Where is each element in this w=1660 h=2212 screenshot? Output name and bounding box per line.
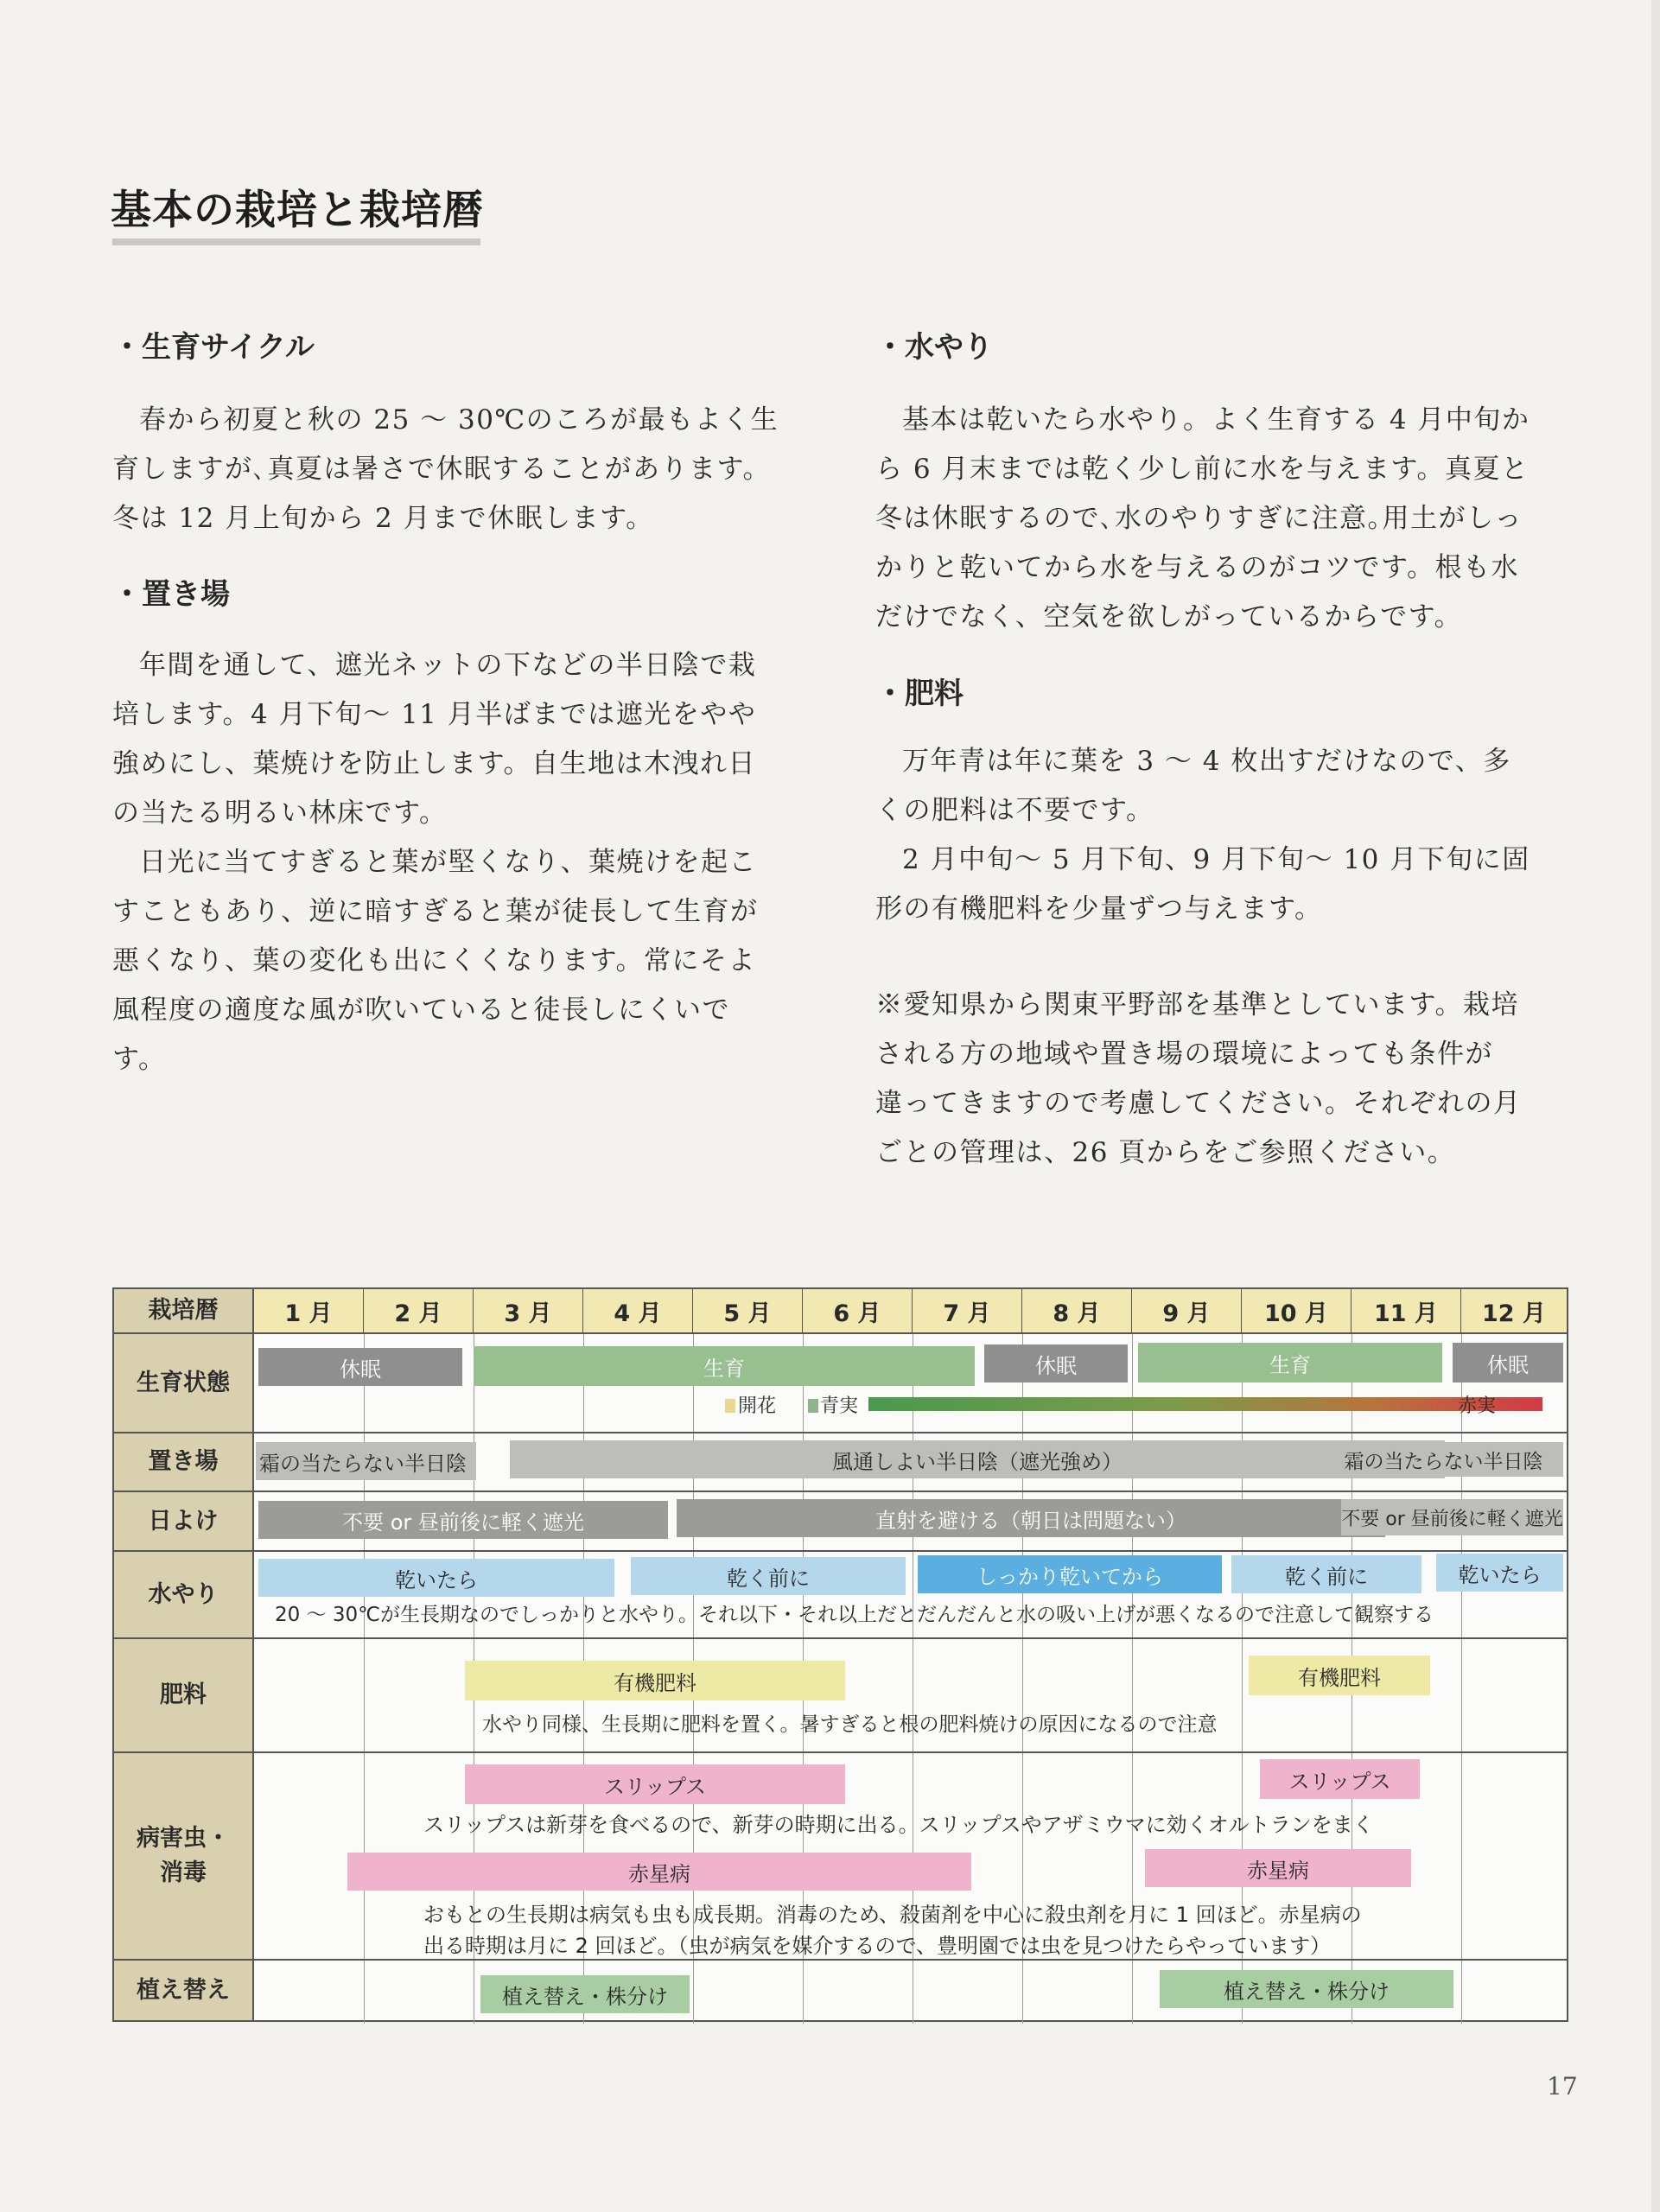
rowhead-fertilizer: 肥料 [114,1639,254,1751]
label-green-berry: 青実 [820,1395,859,1417]
page-number: 17 [1547,2072,1578,2101]
month-header: 7 月 [913,1289,1022,1332]
bar-placement: 霜の当たらない半日陰 [1324,1442,1563,1477]
green-berry-swatch [808,1399,818,1413]
month-header: 5 月 [693,1289,803,1332]
row-separator [114,1550,1567,1552]
row-separator [114,1637,1567,1639]
rowhead-placement: 置き場 [114,1433,254,1491]
text-line: 春から初夏と秋の 25 ～ 30℃のころが最もよく生 [139,404,779,435]
bar-dormant: 休眠 [984,1344,1128,1382]
heading-watering: ・水やり [875,330,993,365]
text-line: 冬は休眠するので､水のやりすぎに注意｡用土がしっ [875,503,1523,534]
month-header: 10 月 [1242,1289,1352,1332]
bar-rust-disease: 赤星病 [347,1853,971,1891]
text-line: の当たる明るい林床です。 [112,798,448,829]
fertilizer-note: 水やり同様、生長期に肥料を置く。暑すぎると根の肥料焼けの原因になるので注意 [482,1713,1218,1736]
reference-note [875,981,1522,1178]
rowhead-watering: 水やり [114,1552,254,1637]
month-header: 2 月 [364,1289,474,1332]
bar-repotting: 植え替え・株分け [1160,1970,1453,2008]
bar-shading: 直射を避ける（朝日は問題ない） [677,1499,1385,1537]
text-line: だけでなく、空気を欲しがっているからです。 [875,601,1463,632]
month-header: 4 月 [583,1289,693,1332]
text-line: ごとの管理は、26 頁からをご参照ください。 [875,1137,1456,1168]
text-line: すこともあり、逆に暗すぎると葉が徒長して生育が [112,896,759,927]
rowhead-growth: 生育状態 [114,1334,254,1432]
row-separator [114,1959,1567,1961]
text-line: かりと乾いてから水を与えるのがコツです。根も水 [875,552,1520,583]
heading-fertilizer: ・肥料 [875,677,964,711]
heading-growth-cycle: ・生育サイクル [112,330,315,365]
text-line: 日光に当てすぎると葉が堅くなり、葉焼けを起こ [139,847,757,878]
row-separator [114,1491,1567,1492]
rowhead-pests: 病害虫・ 消毒 [114,1753,254,1959]
bar-watering: 乾く前に [1231,1555,1421,1593]
month-header: 9 月 [1132,1289,1242,1332]
bar-growing: 生育 [1138,1343,1442,1382]
bar-shading: 不要 or 昼前後に軽く遮光 [258,1501,668,1539]
month-header: 8 月 [1022,1289,1132,1332]
bar-placement: 風通しよい半日陰（遮光強め） [510,1440,1445,1478]
bar-shading: 不要 or 昼前後に軽く遮光 [1341,1499,1563,1535]
month-header: 1 月 [254,1289,364,1332]
row-separator [114,1432,1567,1433]
label-flowering: 開花 [738,1395,777,1417]
thrips-note: スリップスは新芽を食べるので、新芽の時期に出る。スリップスやアザミウマに効くオルトランをまく [423,1813,1374,1837]
text-line: 風程度の適度な風が吹いていると徒長しにくいで [112,995,730,1026]
watering-note: 20 ～ 30℃が生長期なのでしっかりと水やり。それ以下・それ以上だとだんだんと水の吸い上げが悪くなるので注意して観察する [275,1604,1434,1626]
bar-growing: 生育 [474,1346,975,1386]
month-header: 12 月 [1461,1289,1567,1332]
text-line: 2 月中旬～ 5 月下旬、9 月下旬～ 10 月下旬に固 [902,844,1530,875]
bar-thrips: スリップス [1260,1759,1420,1799]
text-line: くの肥料は不要です。 [875,795,1154,826]
para-fertilizer [875,737,1530,934]
text-line: 悪くなり、葉の変化も出にくくなります。常にそよ [112,945,757,976]
bar-watering: しっかり乾いてから [918,1555,1222,1593]
text-line: ※愛知県から関東平野部を基準としています。栽培 [875,989,1520,1020]
text-line: 培します。4 月下旬～ 11 月半ばまでは遮光をやや [112,699,757,730]
bar-placement: 霜の当たらない半日陰 [256,1442,476,1480]
heading-placement: ・置き場 [112,577,230,612]
rowhead-repotting: 植え替え [114,1961,254,2020]
calendar-corner: 栽培暦 [114,1289,254,1332]
row-separator [114,1332,1567,1334]
text-line: される方の地域や置き場の環境によっても条件が [875,1039,1493,1070]
para-watering [875,396,1530,642]
text-line: 基本は乾いたら水やり。よく生育する 4 月中旬か [902,404,1530,435]
title-underline [112,238,480,245]
rust-note: おもとの生長期は病気も虫も成長期。消毒のため、殺菌剤を中心に殺虫剤を月に 1 回ほど。赤星病の [423,1903,1362,1927]
bar-repotting: 植え替え・株分け [480,1975,690,2013]
text-line: 強めにし、葉焼けを防止します。自生地は木洩れ日 [112,748,757,779]
text-line: 冬は 12 月上旬から 2 月まで休眠します。 [112,503,654,534]
bar-fertilizer: 有機肥料 [465,1661,845,1700]
rust-note: 出る時期は月に 2 回ほど。（虫が病気を媒介するので、豊明園では虫を見つけたらやっています） [423,1934,1332,1958]
grid-line [364,1289,365,2024]
text-line: 年間を通して、遮光ネットの下などの半日陰で栽 [139,650,757,681]
bar-watering: 乾いたら [258,1559,614,1597]
text-line: 育しますが､真夏は暑さで休眠することがあります。 [112,454,772,485]
bar-thrips: スリップス [465,1764,845,1804]
bar-watering: 乾いたら [1436,1554,1563,1592]
row-separator [114,1751,1567,1753]
page-edge [1651,0,1660,2212]
flower-swatch [725,1399,735,1413]
berry-ripening-gradient [868,1397,1542,1411]
para-growth-cycle [112,396,779,543]
bar-dormant: 休眠 [1453,1343,1563,1382]
page-title: 基本の栽培と栽培暦 [111,187,484,234]
rowhead-shade: 日よけ [114,1492,254,1550]
bar-watering: 乾く前に [631,1557,906,1595]
bar-dormant: 休眠 [258,1348,462,1386]
month-header: 3 月 [474,1289,583,1332]
label-red-berry: 赤実 [1458,1395,1497,1417]
month-header: 6 月 [803,1289,913,1332]
bar-fertilizer: 有機肥料 [1249,1656,1430,1695]
text-line: 違ってきますので考慮してください。それぞれの月 [875,1088,1522,1119]
para-placement [112,641,759,1084]
bar-rust-disease: 赤星病 [1145,1849,1411,1887]
text-line: 万年青は年に葉を 3 ～ 4 枚出すだけなので、多 [902,746,1511,777]
text-line: ら 6 月末までは乾く少し前に水を与えます。真夏と [875,454,1530,485]
month-header: 11 月 [1352,1289,1461,1332]
text-line: 形の有機肥料を少量ずつ与えます。 [875,893,1323,925]
text-line: す。 [112,1044,167,1075]
